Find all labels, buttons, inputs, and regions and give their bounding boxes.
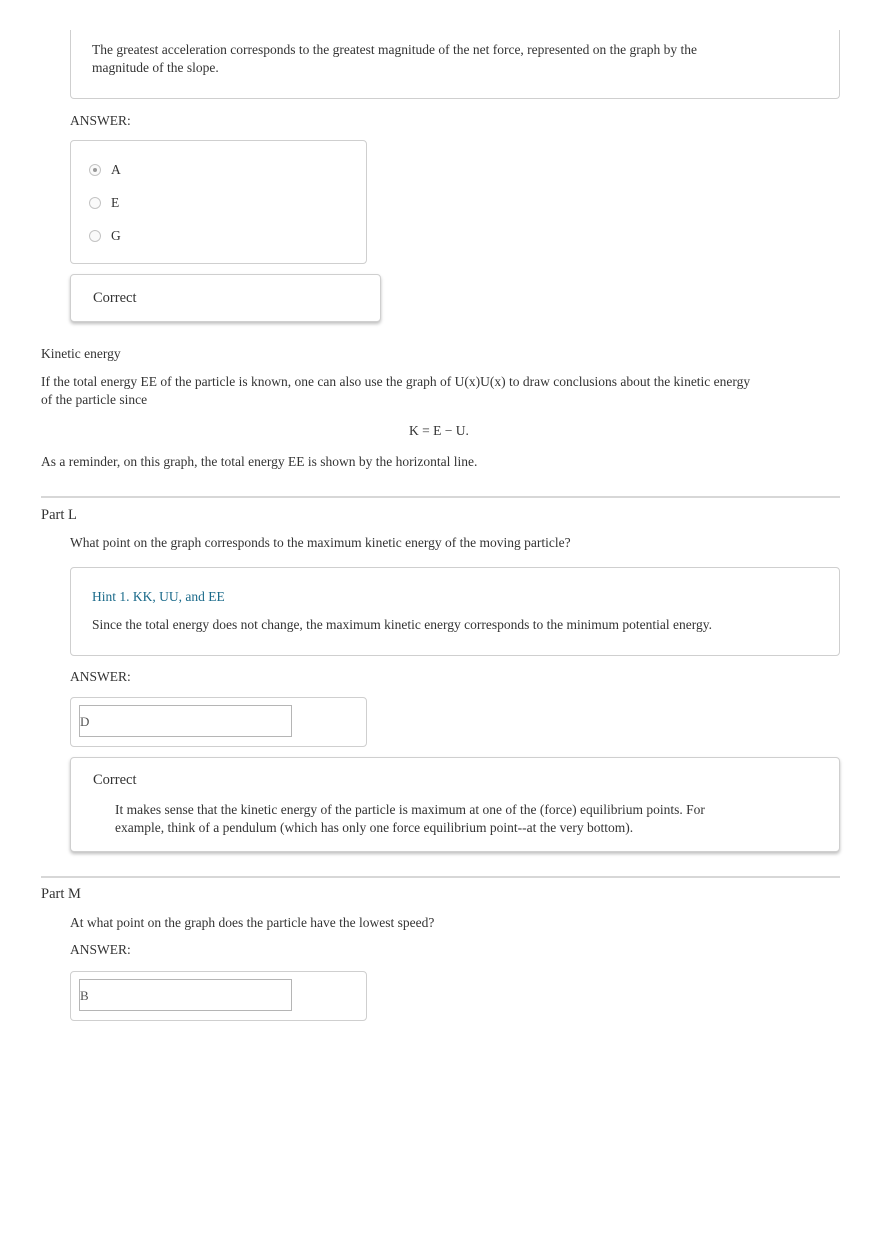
option-a[interactable] — [89, 160, 121, 180]
kinetic-energy-heading: Kinetic energy — [41, 346, 121, 361]
part-l-question: What point on the graph corresponds to the maximum kinetic energy of the moving particle? — [70, 535, 571, 550]
hint-box — [70, 567, 840, 656]
answer-options-box — [70, 140, 367, 264]
divider-l — [41, 496, 840, 498]
divider-m — [41, 876, 840, 878]
answer-label-k: ANSWER: — [70, 113, 131, 128]
radio-g[interactable] — [89, 230, 101, 242]
answer-label-l: ANSWER: — [70, 669, 131, 684]
feedback-correct-l: Correct — [93, 772, 137, 788]
feedback-box-l — [70, 757, 840, 852]
kinetic-energy-equation: K = E − U. — [409, 423, 469, 438]
part-m-title: Part M — [41, 886, 81, 902]
feedback-box-k — [70, 274, 381, 322]
option-e-label: E — [111, 195, 120, 210]
answer-input-l[interactable]: D — [79, 705, 292, 737]
feedback-correct-k: Correct — [93, 290, 137, 306]
part-l-title: Part L — [41, 507, 77, 523]
kinetic-energy-reminder: As a reminder, on this graph, the total energy EE is shown by the horizontal line. — [41, 454, 478, 469]
explanation-box — [70, 30, 840, 99]
explanation-text: The greatest acceleration corresponds to the greatest magnitude of the net force, represented on the graph by the magnitude of the slope. — [92, 42, 697, 75]
hint-title[interactable]: Hint 1. KK, UU, and EE — [92, 589, 225, 604]
kinetic-energy-intro: If the total energy EE of the particle is known, one can also use the graph of U(x)U(x) to draw conclusions about the kinetic energy of the particle since — [41, 374, 751, 407]
option-g[interactable] — [89, 226, 121, 246]
answer-input-box-m — [70, 971, 367, 1021]
answer-input-box-l — [70, 697, 367, 747]
answer-input-m[interactable]: B — [79, 979, 292, 1011]
hint-text: Since the total energy does not change, the maximum kinetic energy corresponds to the minimum potential energy. — [92, 617, 712, 632]
radio-e[interactable] — [89, 197, 101, 209]
radio-a[interactable] — [89, 164, 101, 176]
feedback-text-l: It makes sense that the kinetic energy of the particle is maximum at one of the (force) equilibrium points. For example, think of a pendulum (which has only one force equilibrium point--at the very bottom). — [115, 802, 705, 835]
option-a-label: A — [111, 162, 121, 177]
option-g-label: G — [111, 228, 121, 243]
part-m-question: At what point on the graph does the particle have the lowest speed? — [70, 915, 435, 930]
option-e[interactable] — [89, 193, 119, 213]
answer-label-m: ANSWER: — [70, 942, 131, 957]
